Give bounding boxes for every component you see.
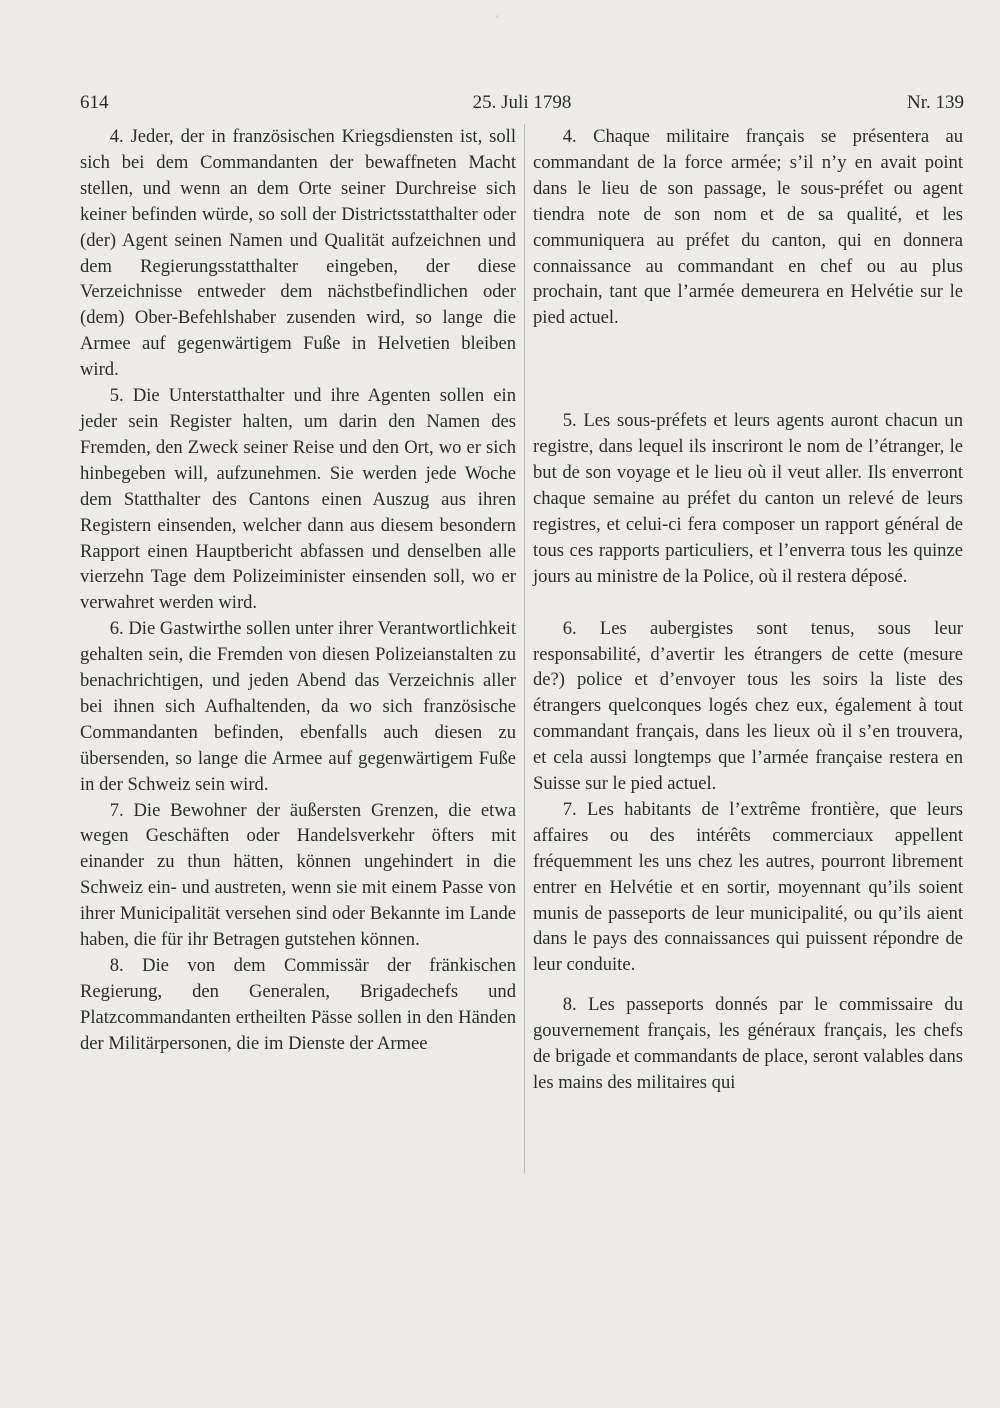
column-divider <box>524 124 525 1174</box>
page-header <box>80 88 964 118</box>
german-paragraph-5: 5. Die Unterstatthalter und ihre Agenten sollen ein jeder sein Register halten, um darin den Namen des Fremden, den Zweck seiner Reise und den Ort, wo er sich hinbegeben will, aufzunehmen. Sie werden jede Woche dem Statthalter des Cantons einen Auszug aus ihren Registern einsenden, welcher dann aus diesem besondern Rapport einen Hauptbericht abfassen und denselben alle vierzehn Tage dem Polizeiminister einsenden soll, wo er verwahret werden wird. <box>80 385 516 614</box>
french-paragraph-6: 6. Les aubergistes sont tenus, sous leur responsabilité, d’avertir les étrangers de cette (mesure de?) police et d’envoyer tous les soirs la liste des étrangers quelconques logés chez eux, également à tout commandant français, dans les lieux où il s’en trouvera, et cela aussi longtemps que l’armée française restera en Suisse sur le pied actuel. <box>533 617 963 795</box>
german-paragraph-8: 8. Die von dem Commissär der fränkischen Regierung, den Generalen, Brigadechefs und Platzcommandanten ertheilten Pässe sollen in den Händen der Militärpersonen, die im Dienste der Armee <box>80 955 516 1054</box>
top-mark: ' <box>496 12 499 26</box>
french-column <box>533 124 963 1096</box>
german-column <box>80 124 516 1057</box>
french-paragraph-7: 7. Les habitants de l’extrême frontière, que leurs affaires ou des intérêts commerciaux appellent fréquemment les uns chez les autres, pourront librement entrer en Helvétie et en sortir, moyennant qu’ils soient munis de passeports de leur municipalité, ou qu’ils aient dans le pays des connaissances qui puissent répondre de leur conduite. <box>533 798 963 976</box>
german-paragraph-4: 4. Jeder, der in französischen Kriegsdiensten ist, soll sich bei dem Commandanten der bewaffneten Macht stellen, und wenn an dem Orte seiner Durchreise sich keiner befinden würde, so soll der Districtsstatthalter oder (der) Agent seinen Namen und Qualität aufzeichnen und dem Regierungsstatthalter eingeben, der diese Verzeichnisse entweder dem nächstbefindlichen oder (dem) Ober-Befehlshaber zusenden wird, so lange die Armee auf gegenwärtigem Fuße in Helvetien bleiben wird. <box>80 126 516 381</box>
german-paragraph-7: 7. Die Bewohner der äußersten Grenzen, die etwa wegen Geschäften oder Handelsverkehr öfters mit einander zu thun hätten, können ungehindert in die Schweiz ein- und austreten, wenn sie mit einem Passe von ihrer Municipalität versehen sind oder Bekannte im Lande haben, die für ihr Betragen gutstehen können. <box>80 799 516 951</box>
french-paragraph-5: 5. Les sous-préfets et leurs agents auront chacun un registre, dans lequel ils inscriront le nom de l’étranger, le but de son voyage et le lieu où il veut aller. Ils enverront chaque semaine au préfet du canton un relevé de leurs registres, et celui-ci fera composer un rapport général de tous ces rapports particuliers, et l’enverra tous les quinze jours au ministre de la Police, où il restera déposé. <box>533 410 963 587</box>
page-date: 25. Juli 1798 <box>472 92 572 113</box>
french-paragraph-4: 4. Chaque militaire français se présentera au commandant de la force armée; s’il n’y en avait point dans le lieu de son passage, le sous-préfet ou agent tiendra note de son nom et de sa qualité, et les communiquera au préfet du canton, qui en donnera connaissance au commandant en chef ou au plus prochain, tant que l’armée demeurera en Helvétie sur le pied actuel. <box>533 126 963 329</box>
page-number: 614 <box>80 92 109 113</box>
german-paragraph-6: 6. Die Gastwirthe sollen unter ihrer Verantwortlichkeit gehalten sein, die Fremden von diesen Polizeianstalten zu benachrichtigen, und jeden Abend das Verzeichnis aller bei ihnen sich Aufhaltenden, da wo sich französische Commandanten befinden, ebenfalls auch diesen zu übersenden, so lange die Armee auf gegenwärtigem Fuße in der Schweiz sein wird. <box>80 618 516 795</box>
document-number: Nr. 139 <box>907 92 964 113</box>
french-paragraph-8: 8. Les passeports donnés par le commissaire du gouvernement français, les généraux français, les chefs de brigade et commandants de place, seront valables dans les mains des militaires qui <box>533 994 963 1093</box>
